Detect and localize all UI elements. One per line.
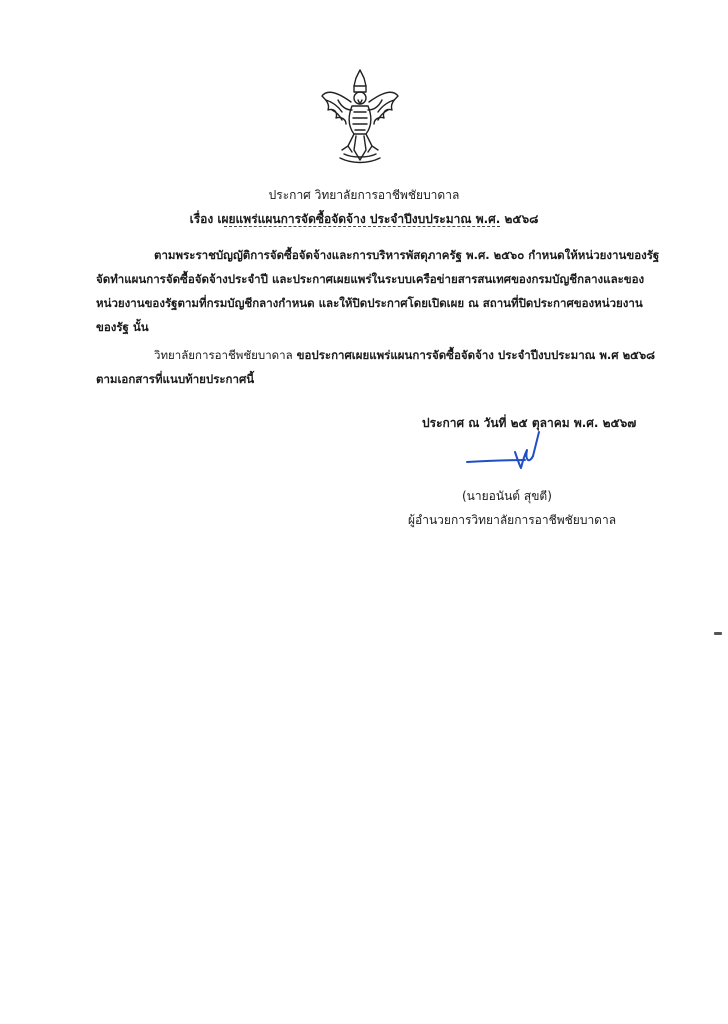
heading-organization: วิทยาลัยการอาชีพชัยบาดาล [314, 188, 460, 202]
body-paragraph-1 [96, 243, 660, 339]
announcement-subject: เรื่อง เผยแพร่แผนการจัดซื้อจัดจ้าง ประจำปีงบประมาณ พ.ศ. ๒๕๖๘ [189, 212, 539, 226]
scan-edge-mark [714, 632, 722, 635]
handwritten-signature [465, 430, 565, 475]
paragraph-line: หน่วยงานของรัฐตามที่กรมบัญชีกลางกำหนด และให้ปิดประกาศโดยเปิดเผย ณ สถานที่ปิดประกาศของหน่วยงาน [96, 296, 643, 310]
garuda-emblem-icon [318, 66, 402, 166]
paragraph-line: ของรัฐ นั้น [96, 320, 149, 334]
paragraph-line [96, 343, 656, 367]
heading-prefix: ประกาศ [268, 188, 311, 202]
announcement-heading [0, 186, 728, 205]
paragraph-line: จัดทำแผนการจัดซื้อจัดจ้างประจำปี และประกาศเผยแพร่ในระบบเครือข่ายสารสนเทศของกรมบัญชีกลางและของ [96, 272, 645, 286]
paragraph-statement: ขอประกาศเผยแพร่แผนการจัดซื้อจัดจ้าง ประจำปีงบประมาณ พ.ศ ๒๕๖๘ [292, 348, 656, 362]
paragraph-line: ตามเอกสารที่แนบท้ายประกาศนี้ [96, 372, 255, 386]
signer-title: ผู้อำนวยการวิทยาลัยการอาชีพชัยบาดาล [408, 513, 617, 527]
signer-name: (นายอนันต์ สุขตี) [462, 489, 552, 503]
paragraph-line: ตามพระราชบัญญัติการจัดซื้อจัดจ้างและการบริหารพัสดุภาครัฐ พ.ศ. ๒๕๖๐ กำหนดให้หน่วยงานของรัฐ [154, 248, 660, 262]
announcement-date: ประกาศ ณ วันที่ ๒๕ ตุลาคม พ.ศ. ๒๕๖๗ [422, 416, 637, 430]
body-paragraph-2 [96, 343, 656, 391]
paragraph-organization: วิทยาลัยการอาชีพชัยบาดาล [154, 348, 293, 362]
dashed-divider [224, 226, 500, 227]
